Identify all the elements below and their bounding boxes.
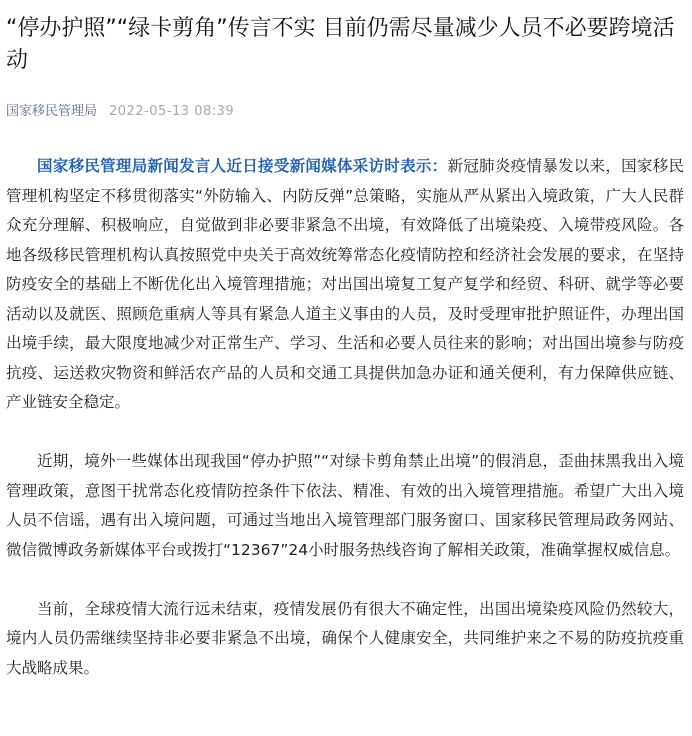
paragraph-1 [6, 152, 684, 418]
article-meta [6, 103, 684, 121]
paragraph-text: 近期，境外一些媒体出现我国“停办护照”“对绿卡剪角禁止出境”的假消息，歪曲抹黑我出入境管理政策，意图干扰常态化疫情防控条件下依法、精准、有效的出入境管理措施。希望广大出入境人员不信谣，遇有出入境问题，可通过当地出入境管理部门服务窗口、国家移民管理局政务网站、微信微博政务新媒体平台或拨打“12367”24小时服务热线咨询了解相关政策，准确掌握权威信息。 [6, 452, 684, 559]
source-link[interactable]: 国家移民管理局 [6, 104, 98, 119]
article-title: “停办护照”“绿卡剪角”传言不实 目前仍需尽量减少人员不必要跨境活动 [6, 16, 675, 73]
paragraph-3 [6, 595, 684, 684]
paragraph-lead: 国家移民管理局新闻发言人近日接受新闻媒体采访时表示： [37, 157, 448, 175]
paragraph-2 [6, 447, 684, 565]
article-content [6, 152, 684, 683]
paragraph-text: 当前，全球疫情大流行远未结束，疫情发展仍有很大不确定性，出国出境染疫风险仍然较大，境内人员仍需继续坚持非必要非紧急不出境，确保个人健康安全，共同维护来之不易的防疫抗疫重大战略成果。 [6, 599, 684, 677]
publish-time: 2022-05-13 08:39 [109, 104, 235, 119]
paragraph-text: 新冠肺炎疫情暴发以来，国家移民管理机构坚定不移贯彻落实“外防输入、内防反弹”总策略，实施从严从紧出入境政策，广大人民群众充分理解、积极响应，自觉做到非必要非紧急不出境，有效降低了出境染疫、入境带疫风险。各地各级移民管理机构认真按照党中央关于高效统筹常态化疫情防控和经济社会发展的要求，在坚持防疫安全的基础上不断优化出入境管理措施；对出国出境复工复产复学和经贸、科研、就学等必要活动以及就医、照顾危重病人等具有紧急人道主义事由的人员，及时受理审批护照证件，办理出国出境手续，最大限度地减少对正常生产、学习、生活和必要人员往来的影响；对出国出境参与防疫抗疫、运送救灾物资和鲜活农产品的人员和交通工具提供加急办证和通关便利，有力保障供应链、产业链安全稳定。 [6, 157, 684, 411]
